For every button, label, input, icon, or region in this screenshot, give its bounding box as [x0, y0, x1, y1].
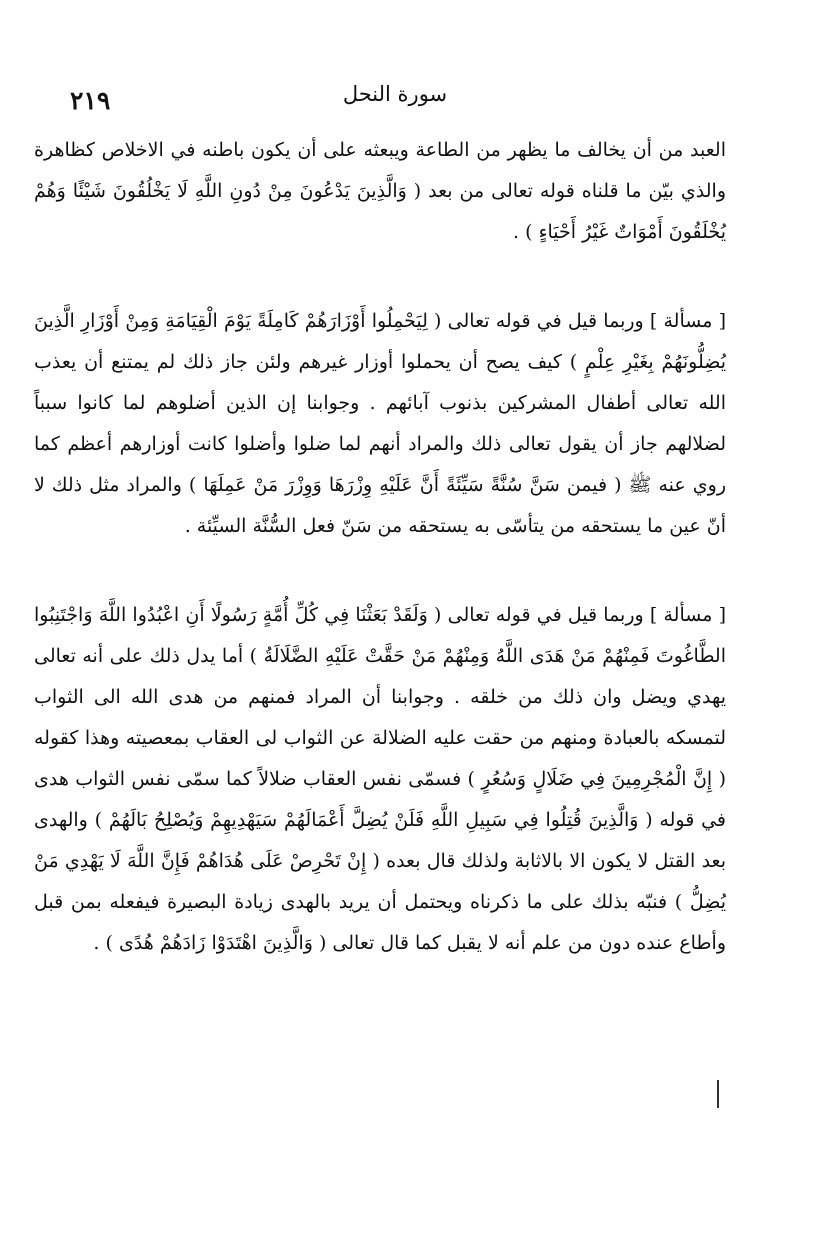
- paragraph-continuation: العبد من أن يخالف ما يظهر من الطاعة ويبعثه على أن يكون باطنه في الاخلاص كظاهرة والذي بيّن ما قلناه قوله تعالى من بعد ( وَالَّذِينَ يَدْعُونَ مِنْ دُونِ اللَّهِ لَا يَخْلُقُونَ شَيْئًا وَهُمْ يُخْلَقُونَ أَمْوَاتٌ غَيْرُ أَحْيَاءٍ ) .: [34, 139, 726, 243]
- page-number: ٢١٩: [70, 86, 111, 115]
- paragraph-question-2: [ مسألة ] وربما قيل في قوله تعالى ( وَلَقَدْ بَعَثْنَا فِي كُلِّ أُمَّةٍ رَسُولًا أَنِ اعْبُدُوا اللَّهَ وَاجْتَنِبُوا الطَّاغُوتَ فَمِنْهُمْ مَنْ هَدَى اللَّهُ وَمِنْهُمْ مَنْ حَقَّتْ عَلَيْهِ الضَّلَالَةُ ) أما يدل ذلك على أنه تعالى يهدي ويضل وان ذلك من خلقه . وجوابنا أن المراد فمنهم من هدى الله الى الثواب لتمسكه بالعبادة ومنهم من حقت عليه الضلالة عن الثواب لى العقاب بمعصيته وهذا كقوله ( إِنَّ الْمُجْرِمِينَ فِي ضَلَالٍ وَسُعُرٍ ) فسمّى نفس العقاب ضلالاً كما سمّى نفس الثواب هدى في قوله ( وَالَّذِينَ قُتِلُوا فِي سَبِيلِ اللَّهِ فَلَنْ يُضِلَّ أَعْمَالَهُمْ سَيَهْدِيهِمْ وَيُصْلِحُ بَالَهُمْ ) والهدى بعد القتل لا يكون الا بالاثابة ولذلك قال بعده ( إِنْ تَحْرِصْ عَلَى هُدَاهُمْ فَإِنَّ اللَّهَ لَا يَهْدِي مَنْ يُضِلُّ ) فنبّه بذلك على ما ذكرناه ويحتمل أن يريد بالهدى زيادة البصيرة فيفعله بمن قبل وأطاع عنده دون من علم أنه لا يقبل كما قال تعالى ( وَالَّذِينَ اهْتَدَوْا زَادَهُمْ هُدًى ) .: [34, 604, 726, 954]
- page-header: [60, 82, 730, 122]
- margin-mark: [717, 1080, 719, 1108]
- chapter-title: سورة النحل: [342, 82, 448, 106]
- page-body: [34, 130, 726, 964]
- paragraph-question-1: [ مسألة ] وربما قيل في قوله تعالى ( لِيَحْمِلُوا أَوْزَارَهُمْ كَامِلَةً يَوْمَ الْقِيَامَةِ وَمِنْ أَوْزَارِ الَّذِينَ يُضِلُّونَهُمْ بِغَيْرِ عِلْمٍ ) كيف يصح أن يحملوا أوزار غيرهم ولئن جاز ذلك لم يمتنع أن يعذب الله تعالى أطفال المشركين بذنوب آبائهم . وجوابنا إن الذين أضلوهم لما كانوا سبباً لضلالهم جاز أن يقول تعالى ذلك والمراد أنهم لما ضلوا وأضلوا كانت أوزارهم أعظم كما روي عنه ﷺ ( فيمن سَنَّ سُنَّةً سَيِّئَةً أَنَّ عَلَيْهِ وِزْرَهَا وَوِزْرَ مَنْ عَمِلَهَا ) والمراد مثل ذلك لا أنّ عين ما يستحقه من يتأسّى به يستحقه من سَنّ فعل السُّنَّة السيِّئة .: [34, 310, 726, 537]
